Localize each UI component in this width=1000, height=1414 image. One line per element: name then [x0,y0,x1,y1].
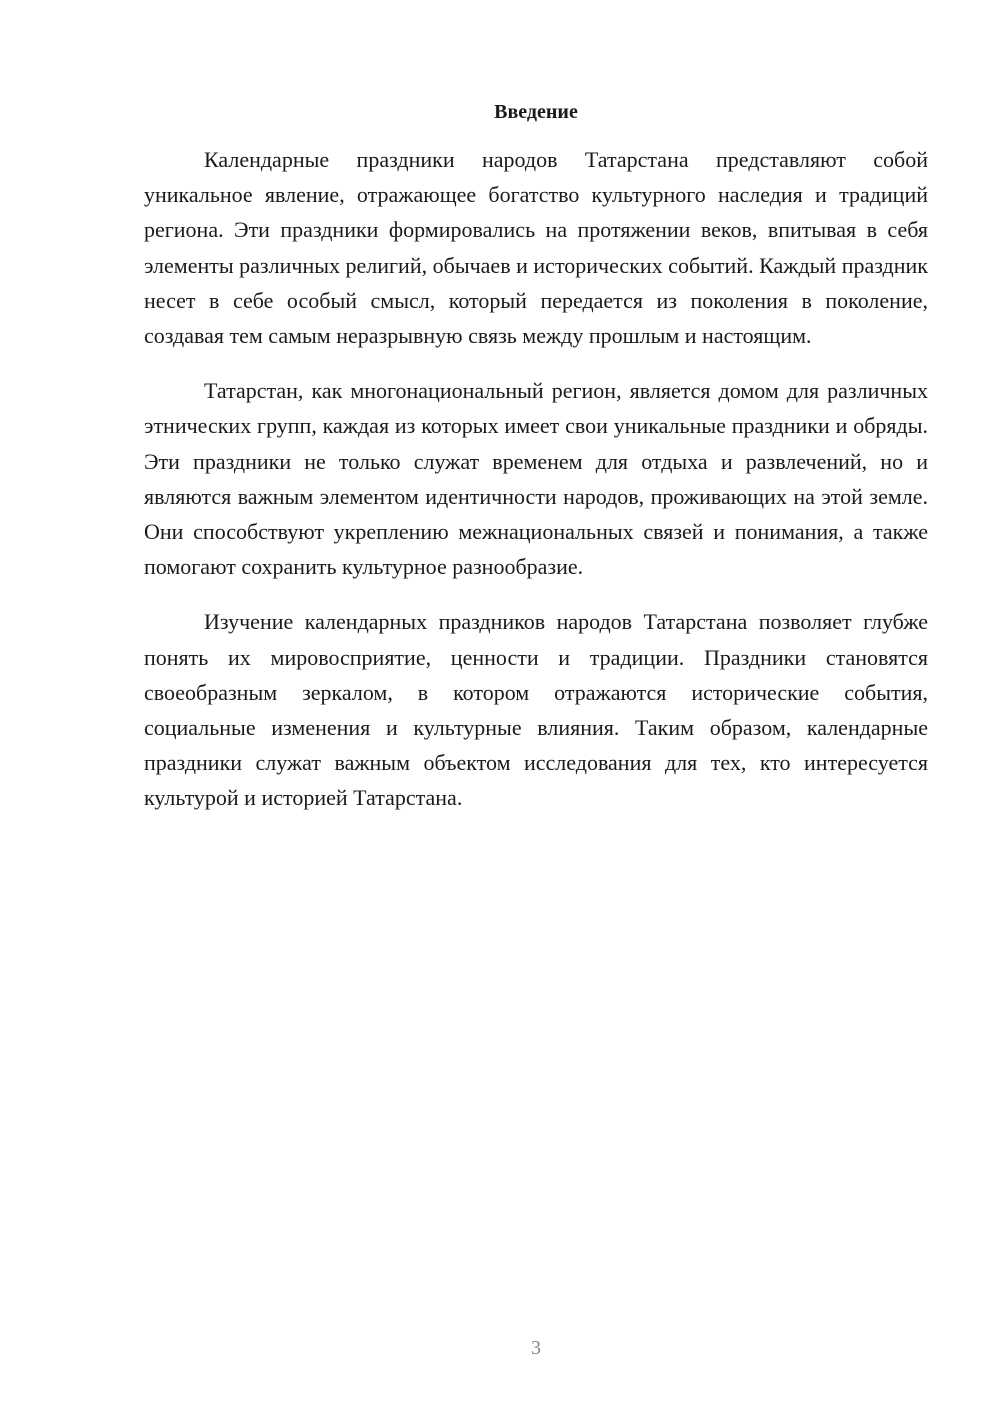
paragraph-3: Изучение календарных праздников народов Татарстана позволяет глубже понять их мировосприятие, ценности и традиции. Праздники становятся своеобразным зеркалом, в котором отражаются исторические события, социальные изменения и культурные влияния. Таким образом, календарные праздники служат важным объектом исследования для тех, кто интересуется культурой и историей Татарстана. [144,609,928,811]
paragraph-2: Татарстан, как многонациональный регион, является домом для различных этнических групп, каждая из которых имеет свои уникальные праздники и обряды. Эти праздники не только служат временем для отдыха и развлечений, но и являются важным элементом идентичности народов, проживающих на этой земле. Они способствуют укреплению межнациональных связей и понимания, а также помогают сохранить культурное разнообразие. [144,378,928,580]
page-number: 3 [531,1337,541,1359]
paragraph-1: Календарные праздники народов Татарстана представляют собой уникальное явление, отражающее богатство культурного наследия и традиций региона. Эти праздники формировались на протяжении веков, впитывая в себя элементы различных религий, обычаев и исторических событий. Каждый праздник несет в себе особый смысл, который передается из поколения в поколение, создавая тем самым неразрывную связь между прошлым и настоящим. [144,147,928,349]
section-heading: Введение [494,101,578,123]
body-text [144,142,928,836]
